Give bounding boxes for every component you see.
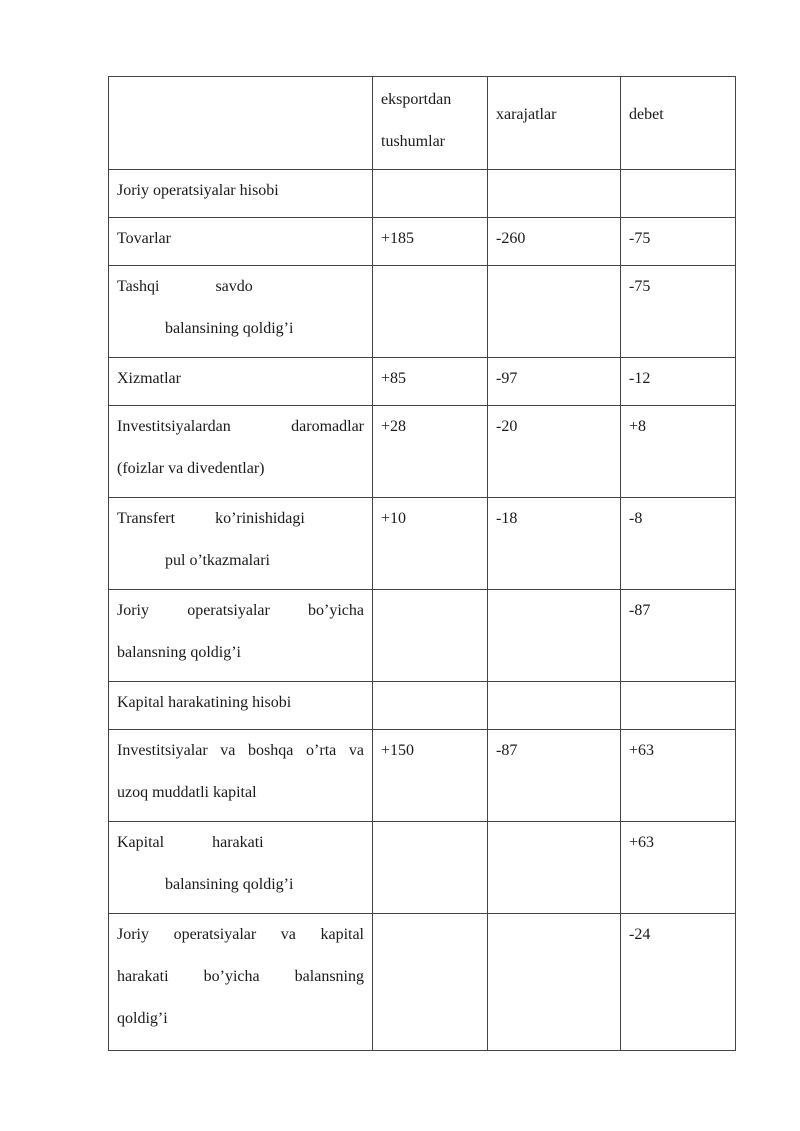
header-export-line2: tushumlar (381, 133, 445, 150)
row-label-capital-account: Kapital harakatining hisobi (109, 682, 373, 730)
cell-value (373, 266, 488, 358)
cell-value: +8 (621, 406, 736, 498)
cell-value (488, 682, 621, 730)
table-row (109, 914, 736, 1051)
balance-of-payments-table (108, 76, 736, 1051)
row-label-services: Xizmatlar (109, 358, 373, 406)
cell-value: -8 (621, 498, 736, 590)
cell-value (621, 170, 736, 218)
row-label-transfers: Transfert ko’rinishidagi pul o’tkazmalari (109, 498, 373, 590)
header-cell-expenses: xarajatlar (488, 77, 621, 170)
table-row (109, 266, 736, 358)
cell-value: -12 (621, 358, 736, 406)
row-label-capital-balance: Kapital harakati balansining qoldig’i (109, 822, 373, 914)
cell-value (488, 590, 621, 682)
cell-value (488, 914, 621, 1051)
cell-value: -87 (488, 730, 621, 822)
table-row (109, 358, 736, 406)
cell-value (373, 822, 488, 914)
cell-value: -87 (621, 590, 736, 682)
table-row (109, 590, 736, 682)
row-label-goods: Tovarlar (109, 218, 373, 266)
cell-value: -75 (621, 266, 736, 358)
cell-value: +10 (373, 498, 488, 590)
cell-value (488, 822, 621, 914)
cell-value (373, 590, 488, 682)
cell-value (373, 914, 488, 1051)
cell-value: -97 (488, 358, 621, 406)
cell-value: -260 (488, 218, 621, 266)
cell-value (488, 266, 621, 358)
row-label-long-capital: Investitsiyalar va boshqa o’rta va uzoq muddatli kapital (109, 730, 373, 822)
cell-value (373, 170, 488, 218)
cell-value: -24 (621, 914, 736, 1051)
cell-value: +85 (373, 358, 488, 406)
row-label-investment-income: Investitsiyalardan daromadlar (foizlar va divedentlar) (109, 406, 373, 498)
table-row (109, 170, 736, 218)
cell-value (488, 170, 621, 218)
cell-value: -20 (488, 406, 621, 498)
cell-value: +63 (621, 730, 736, 822)
table-row (109, 682, 736, 730)
table-row (109, 730, 736, 822)
header-cell-debit: debet (621, 77, 736, 170)
cell-value (373, 682, 488, 730)
table-row (109, 218, 736, 266)
cell-value: -18 (488, 498, 621, 590)
header-cell-empty (109, 77, 373, 170)
cell-value (621, 682, 736, 730)
row-label-trade-balance: Tashqi savdo balansining qoldig’i (109, 266, 373, 358)
cell-value: +28 (373, 406, 488, 498)
table-row (109, 406, 736, 498)
header-cell-export-revenue (373, 77, 488, 170)
row-label-current-account: Joriy operatsiyalar hisobi (109, 170, 373, 218)
table-header-row (109, 77, 736, 170)
cell-value: +150 (373, 730, 488, 822)
row-label-current-balance: Joriy operatsiyalar bo’yicha balansning qoldig’i (109, 590, 373, 682)
row-label-total-balance: Joriy operatsiyalar va kapital harakati bo’yicha balansning qoldig’i (109, 914, 373, 1051)
header-export-line1: eksportdan (381, 91, 452, 108)
table-row (109, 498, 736, 590)
cell-value: +185 (373, 218, 488, 266)
cell-value: -75 (621, 218, 736, 266)
table-row (109, 822, 736, 914)
cell-value: +63 (621, 822, 736, 914)
